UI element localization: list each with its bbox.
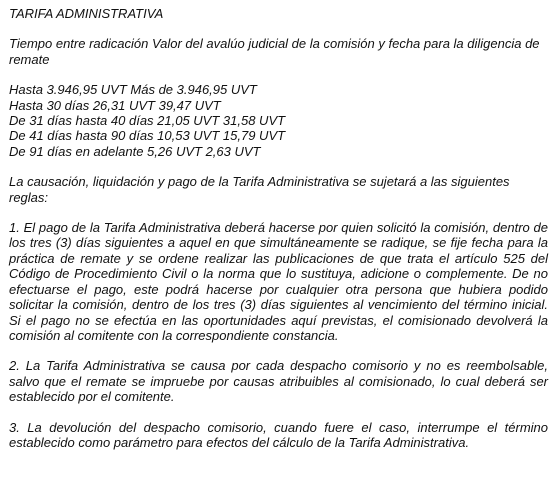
rules-intro: La causación, liquidación y pago de la Tarifa Administrativa se sujetará a las siguientes reglas: — [9, 174, 510, 205]
rule-paragraph-3: 3. La devolución del despacho comisorio, cuando fuere el caso, interrumpe el término establecido como parámetro para efectos del cálculo de la Tarifa Administrativa. — [9, 419, 548, 450]
rate-line: De 91 días en adelante 5,26 UVT 2,63 UVT — [9, 143, 261, 159]
rate-line: Hasta 30 días 26,31 UVT 39,47 UVT — [9, 97, 221, 113]
rate-line: De 31 días hasta 40 días 21,05 UVT 31,58 UVT — [9, 113, 286, 129]
rate-line: De 41 días hasta 90 días 10,53 UVT 15,79 UVT — [9, 128, 286, 144]
rate-list — [9, 82, 548, 159]
rule-paragraph-2: 2. La Tarifa Administrativa se causa por cada despacho comisorio y no es reembolsable, salvo que el remate se impruebe por causas atribuibles al comisionado, lo cual deberá ser establecido por el comitente. — [9, 358, 548, 405]
document-title: TARIFA ADMINISTRATIVA — [9, 6, 164, 21]
rate-line: Hasta 3.946,95 UVT Más de 3.946,95 UVT — [9, 82, 257, 98]
rule-paragraph-1: 1. El pago de la Tarifa Administrativa deberá hacerse por quien solicitó la comisión, dentro de los tres (3) días siguientes a aquel en que simultáneamente se radique, se fije fecha para la práctica de remate y se ordene realizar las publicaciones de que trata el artículo 525 del Código de Procedimiento Civil o la norma que lo sustituya, adicione o complemente. De no efectuarse el pago, este podrá hacerse por cualquier otra persona que hubiera podido solicitar la comisión, dentro de los tres (3) días siguientes al vencimiento del término inicial. Si el pago no se efectúa en las oportunidades aquí previstas, el comisionado devolverá la comisión al comitente con la correspondiente constancia. — [9, 220, 548, 343]
rate-table-intro: Tiempo entre radicación Valor del avalúo judicial de la comisión y fecha para la diligencia de remate — [9, 36, 540, 67]
